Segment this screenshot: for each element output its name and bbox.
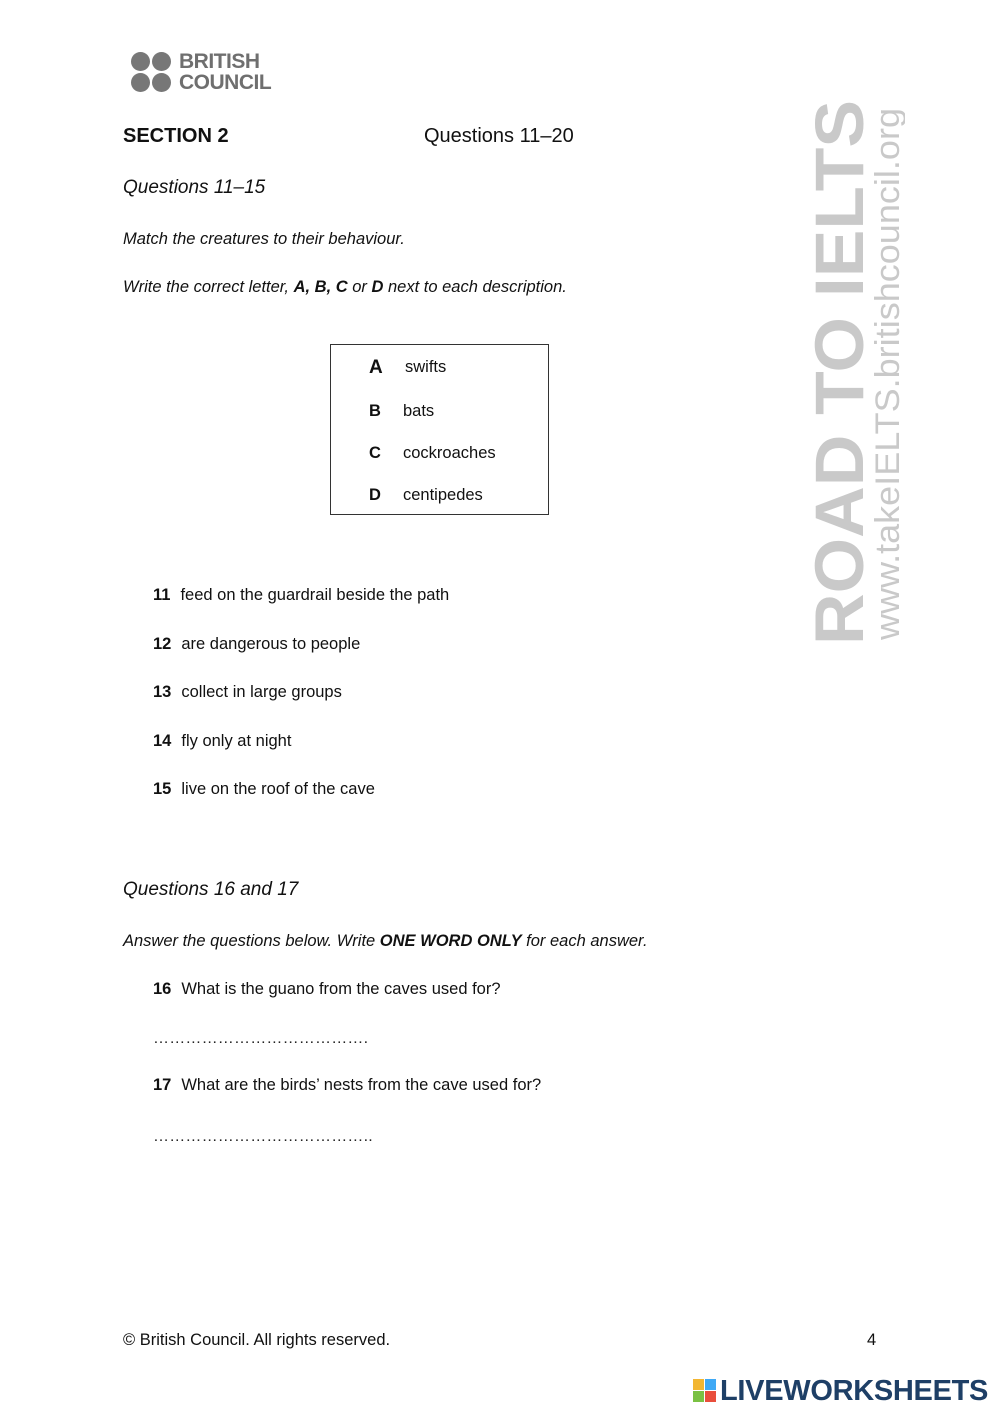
british-council-logo [131, 51, 281, 95]
liveworksheets-grid-icon [693, 1379, 717, 1403]
copyright-text: © British Council. All rights reserved. [123, 1331, 391, 1349]
watermark-main-text: ROAD TO IELTS [805, 118, 878, 645]
question-15: 15 live on the roof of the cave [153, 780, 375, 798]
question-17: 17 What are the birds’ nests from the cave used for? [153, 1076, 542, 1094]
question-11: 11 feed on the guardrail beside the path [153, 586, 450, 604]
question-16: 16 What is the guano from the caves used for? [153, 980, 501, 998]
one-word-instruction: Answer the questions below. Write ONE WORD ONLY for each answer. [123, 932, 648, 950]
watermark-url-text: www.takeIELTS.britishcouncil.org [869, 138, 905, 640]
questions-11-15-heading: Questions 11–15 [123, 177, 266, 198]
logo-line1: BRITISH [179, 50, 260, 73]
logo-dots-icon [131, 52, 171, 92]
letter-instruction: Write the correct letter, A, B, C or D next to each description. [123, 278, 567, 296]
answer-16-line[interactable]: …………………………………. [153, 1030, 369, 1047]
section-title: SECTION 2 [123, 125, 229, 147]
liveworksheets-wordmark: LIVEWORKSHEETS [720, 1375, 989, 1407]
question-14: 14 fly only at night [153, 732, 292, 750]
question-12: 12 are dangerous to people [153, 635, 361, 653]
match-instruction: Match the creatures to their behaviour. [123, 230, 405, 248]
answer-17-line[interactable]: ………………………………….. [153, 1128, 373, 1145]
options-box: A swifts B bats C cockroaches D centipedes [330, 344, 549, 515]
road-to-ielts-watermark [805, 100, 905, 645]
question-13: 13 collect in large groups [153, 683, 342, 701]
logo-line2: COUNCIL [179, 71, 272, 94]
questions-16-17-heading: Questions 16 and 17 [123, 879, 299, 900]
page-number: 4 [867, 1331, 877, 1349]
section-question-range: Questions 11–20 [424, 125, 574, 147]
